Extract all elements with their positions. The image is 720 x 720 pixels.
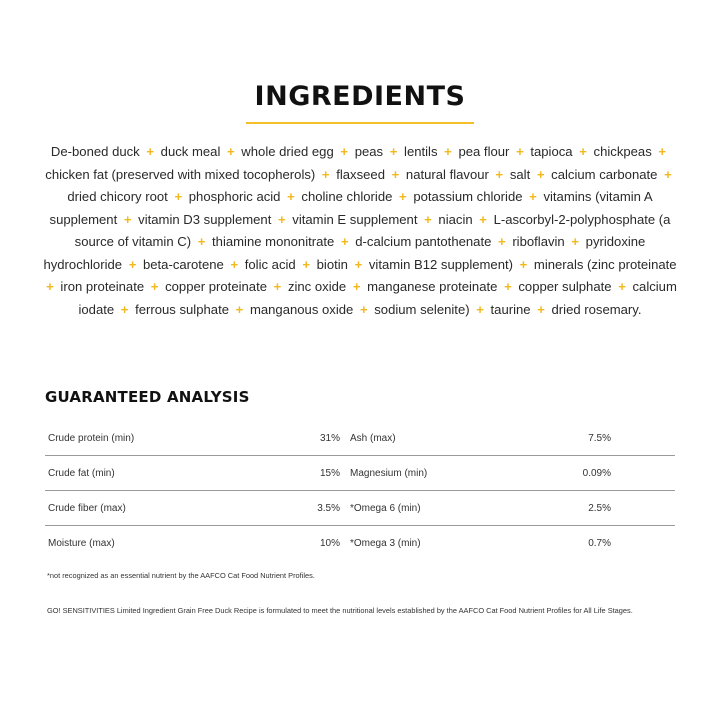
ingredient-item: vitamin E supplement bbox=[292, 211, 418, 227]
plus-separator-icon: + bbox=[579, 144, 587, 159]
plus-separator-icon: + bbox=[273, 279, 282, 294]
ingredient-item: copper sulphate bbox=[518, 279, 612, 294]
ingredient-item: flaxseed bbox=[336, 166, 385, 182]
plus-separator-icon: + bbox=[618, 279, 626, 294]
ingredient-item: manganese proteinate bbox=[367, 279, 498, 294]
plus-separator-icon: + bbox=[128, 256, 137, 272]
ingredient-item: dried chicory root bbox=[67, 189, 168, 204]
ingredient-item: phosphoric acid bbox=[188, 189, 281, 204]
ingredient-item: minerals (zinc proteinate bbox=[533, 256, 677, 272]
ingredient-item: folic acid bbox=[244, 256, 296, 272]
plus-separator-icon: + bbox=[146, 144, 155, 159]
ingredient-item: choline chloride bbox=[301, 189, 393, 204]
ingredients-title: INGREDIENTS bbox=[254, 81, 466, 112]
plus-separator-icon: + bbox=[359, 301, 368, 317]
ingredient-item: dried rosemary. bbox=[551, 301, 642, 317]
ingredient-item: duck meal bbox=[160, 144, 221, 159]
nutrient-name: Crude fiber (max) bbox=[48, 503, 126, 514]
ingredient-item: thiamine mononitrate bbox=[212, 234, 335, 249]
ingredient-item: ferrous sulphate bbox=[135, 301, 229, 317]
ingredient-item: potassium chloride bbox=[413, 189, 523, 204]
plus-separator-icon: + bbox=[571, 234, 580, 249]
plus-separator-icon: + bbox=[495, 166, 504, 182]
nutrient-name: *Omega 3 (min) bbox=[350, 538, 421, 549]
plus-separator-icon: + bbox=[504, 279, 512, 294]
plus-separator-icon: + bbox=[340, 234, 349, 249]
plus-separator-icon: + bbox=[664, 166, 672, 182]
ingredient-item: L-ascorbyl-2-polyphosphate (a source of vitamin C) bbox=[74, 211, 671, 249]
ingredient-item: biotin bbox=[316, 256, 348, 272]
nutrient-value: 15% bbox=[319, 468, 340, 479]
table-row bbox=[45, 491, 675, 526]
ingredient-item: manganous oxide bbox=[249, 301, 354, 317]
plus-separator-icon: + bbox=[536, 166, 545, 182]
plus-separator-icon: + bbox=[476, 301, 484, 317]
ingredient-item: calcium carbonate bbox=[551, 166, 658, 182]
plus-separator-icon: + bbox=[444, 144, 452, 159]
ingredient-item: pea flour bbox=[458, 144, 510, 159]
table-row bbox=[45, 526, 675, 560]
guaranteed-analysis-title: GUARANTEED ANALYSIS bbox=[45, 388, 250, 406]
guaranteed-analysis-table bbox=[45, 421, 675, 560]
plus-separator-icon: + bbox=[389, 144, 398, 159]
nutrient-name: Ash (max) bbox=[350, 433, 396, 444]
ingredient-item: calcium iodate bbox=[78, 279, 677, 317]
aafco-statement: GO! SENSITIVITIES Limited Ingredient Grain Free Duck Recipe is formulated to meet the nutritional levels established by the AAFCO Cat Food Nutrient Profiles for All Life Stages. bbox=[47, 606, 633, 615]
nutrient-value: 0.09% bbox=[582, 468, 611, 479]
nutrient-value: 7.5% bbox=[588, 433, 611, 444]
plus-separator-icon: + bbox=[354, 256, 363, 272]
plus-separator-icon: + bbox=[340, 144, 349, 159]
ingredients-list bbox=[40, 141, 680, 321]
ingredient-item: pyridoxine hydrochloride bbox=[43, 234, 646, 272]
plus-separator-icon: + bbox=[321, 166, 330, 182]
plus-separator-icon: + bbox=[519, 256, 528, 272]
ingredient-item: iron proteinate bbox=[60, 279, 145, 294]
ingredient-item: lentils bbox=[404, 144, 438, 159]
ingredient-item: vitamin B12 supplement) bbox=[368, 256, 513, 272]
plus-separator-icon: + bbox=[227, 144, 235, 159]
footnote: *not recognized as an essential nutrient by the AAFCO Cat Food Nutrient Profiles. bbox=[47, 571, 315, 580]
table-row bbox=[45, 456, 675, 491]
plus-separator-icon: + bbox=[537, 301, 545, 317]
nutrient-value: 2.5% bbox=[588, 503, 611, 514]
plus-separator-icon: + bbox=[46, 279, 54, 294]
table-row bbox=[45, 421, 675, 456]
nutrient-value: 31% bbox=[319, 433, 340, 444]
ingredient-item: whole dried egg bbox=[241, 144, 334, 159]
ingredient-item: tapioca bbox=[530, 144, 573, 159]
plus-separator-icon: + bbox=[424, 211, 432, 227]
plus-separator-icon: + bbox=[658, 144, 667, 159]
nutrient-name: *Omega 6 (min) bbox=[350, 503, 421, 514]
ingredient-item: chickpeas bbox=[593, 144, 652, 159]
plus-separator-icon: + bbox=[399, 189, 407, 204]
ingredient-item: peas bbox=[354, 144, 384, 159]
nutrient-name: Crude protein (min) bbox=[48, 433, 135, 444]
nutrient-value: 10% bbox=[319, 538, 340, 549]
ingredient-item: copper proteinate bbox=[165, 279, 267, 294]
nutrient-name: Magnesium (min) bbox=[350, 468, 428, 479]
ingredient-item: beta-carotene bbox=[142, 256, 224, 272]
plus-separator-icon: + bbox=[197, 234, 206, 249]
plus-separator-icon: + bbox=[120, 301, 129, 317]
nutrient-value: 0.7% bbox=[588, 538, 611, 549]
ingredient-item: vitamins (vitamin A supplement bbox=[49, 189, 653, 227]
plus-separator-icon: + bbox=[529, 189, 537, 204]
plus-separator-icon: + bbox=[391, 166, 400, 182]
ingredient-item: taurine bbox=[490, 301, 531, 317]
plus-separator-icon: + bbox=[174, 189, 183, 204]
plus-separator-icon: + bbox=[352, 279, 361, 294]
plus-separator-icon: + bbox=[498, 234, 506, 249]
ingredient-item: vitamin D3 supplement bbox=[138, 211, 272, 227]
nutrient-name: Crude fat (min) bbox=[48, 468, 115, 479]
ingredient-item: chicken fat (preserved with mixed tocopherols) bbox=[45, 166, 316, 182]
plus-separator-icon: + bbox=[278, 211, 286, 227]
ingredient-item: zinc oxide bbox=[287, 279, 347, 294]
nutrient-value: 3.5% bbox=[317, 503, 340, 514]
ingredient-item: sodium selenite) bbox=[374, 301, 470, 317]
plus-separator-icon: + bbox=[302, 256, 310, 272]
nutrient-name: Moisture (max) bbox=[48, 538, 115, 549]
ingredient-item: salt bbox=[509, 166, 531, 182]
plus-separator-icon: + bbox=[479, 211, 487, 227]
ingredient-item: De-boned duck bbox=[50, 144, 140, 159]
plus-separator-icon: + bbox=[235, 301, 244, 317]
ingredient-item: niacin bbox=[438, 211, 473, 227]
ingredient-item: riboflavin bbox=[512, 234, 565, 249]
ingredient-item: natural flavour bbox=[405, 166, 489, 182]
ingredient-item: d-calcium pantothenate bbox=[355, 234, 492, 249]
plus-separator-icon: + bbox=[150, 279, 159, 294]
plus-separator-icon: + bbox=[230, 256, 239, 272]
plus-separator-icon: + bbox=[287, 189, 295, 204]
title-underline bbox=[246, 122, 474, 124]
plus-separator-icon: + bbox=[123, 211, 132, 227]
plus-separator-icon: + bbox=[516, 144, 524, 159]
